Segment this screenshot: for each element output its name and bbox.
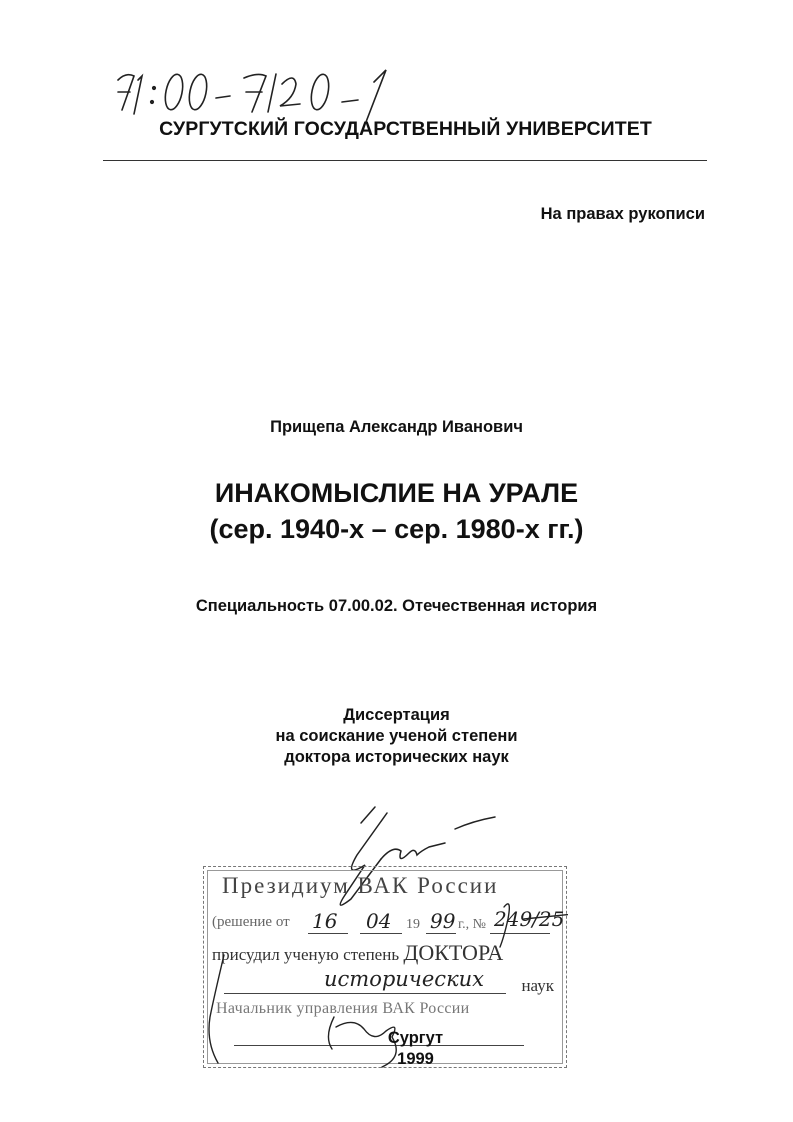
specialty: Специальность 07.00.02. Отечественная история [195, 597, 598, 615]
publication-year: 1999 [397, 1050, 434, 1068]
decision-prefix: (решение от [212, 914, 290, 930]
decision-year: 99 [430, 909, 456, 933]
degree-level: ДОКТОРА [403, 940, 504, 965]
decision-number: 249/25 [494, 907, 565, 931]
decision-day: 16 [312, 909, 338, 933]
dissertation-title: ИНАКОМЫСЛИЕ НА УРАЛЕ [214, 478, 579, 508]
publication-city: Сургут [387, 1029, 444, 1047]
stamp-title: Президиум ВАК России [222, 873, 499, 898]
degree-line-1: Диссертация [343, 706, 450, 724]
author-name: Прищепа Александр Иванович [270, 418, 523, 436]
field-suffix: наук [521, 976, 554, 995]
degree-line-2: на соискание ученой степени [275, 727, 518, 745]
university-name: СУРГУТСКИЙ ГОСУДАРСТВЕННЫЙ УНИВЕРСИТЕТ [159, 118, 652, 140]
header-divider [103, 160, 707, 161]
degree-line-3: доктора исторических наук [284, 748, 509, 766]
rights-note: На правах рукописи [540, 205, 705, 223]
field-handwritten: исторических [324, 967, 484, 991]
decision-month: 04 [366, 909, 392, 933]
stamp-official: Начальник управления ВАК России [216, 1000, 470, 1017]
awarded-text: присудил ученую степень [212, 945, 400, 964]
decision-number-label: г., № [458, 917, 487, 932]
degree-statement [0, 705, 793, 768]
decision-year-prefix: 19 [406, 917, 420, 932]
dissertation-subtitle: (сер. 1940-х – сер. 1980-х гг.) [209, 514, 584, 544]
